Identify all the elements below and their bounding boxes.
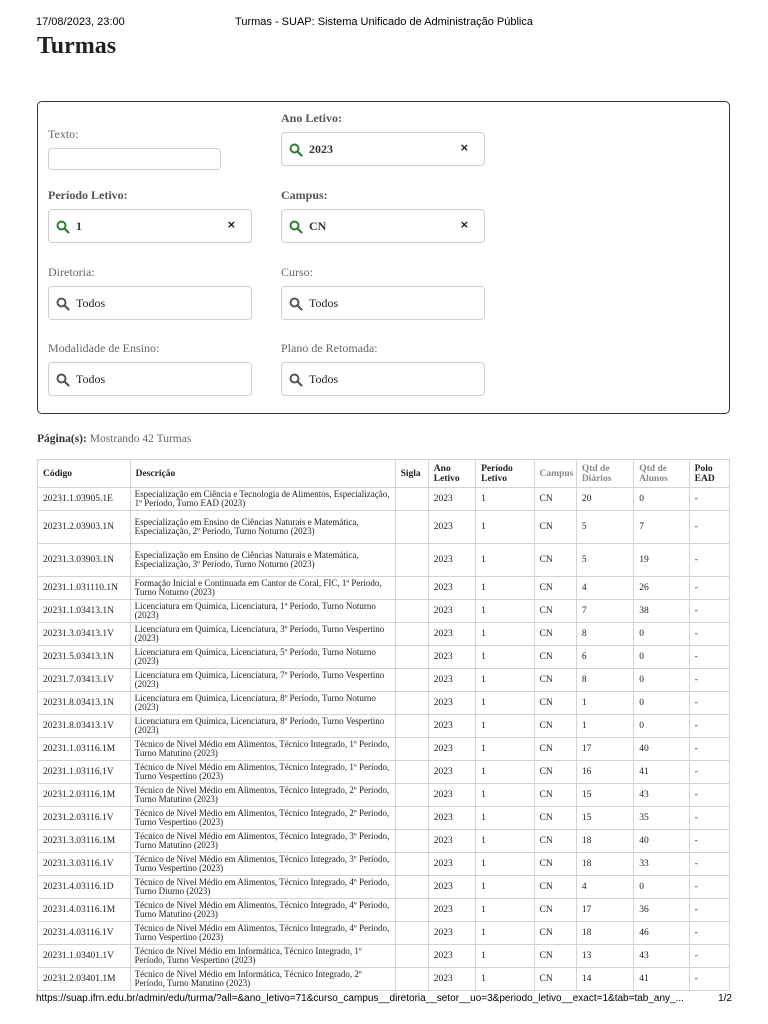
cell-qtd-diarios: 18	[576, 853, 633, 876]
cell-polo-ead: -	[689, 600, 729, 623]
cell-descricao: Técnico de Nível Médio em Informática, Técnico Integrado, 1º Período, Turno Vespertino (2023)	[130, 945, 395, 968]
cell-periodo-letivo: 1	[476, 761, 534, 784]
cell-sigla	[395, 488, 428, 511]
cell-polo-ead: -	[689, 692, 729, 715]
plano-retomada-value: Todos	[309, 372, 339, 386]
print-datetime: 17/08/2023, 23:00	[36, 16, 125, 28]
cell-polo-ead: -	[689, 807, 729, 830]
cell-periodo-letivo: 1	[476, 488, 534, 511]
cell-descricao: Licenciatura em Química, Licenciatura, 8º Período, Turno Vespertino (2023)	[130, 715, 395, 738]
cell-sigla	[395, 669, 428, 692]
cell-descricao: Técnico de Nível Médio em Alimentos, Técnico Integrado, 3º Período, Turno Vespertino (2023)	[130, 853, 395, 876]
cell-descricao: Técnico de Nível Médio em Alimentos, Técnico Integrado, 3º Período, Turno Matutino (2023)	[130, 830, 395, 853]
cell-qtd-alunos: 0	[634, 715, 689, 738]
cell-sigla	[395, 577, 428, 600]
table-header-row	[38, 460, 730, 488]
table-row	[38, 945, 730, 968]
cell-descricao: Licenciatura em Química, Licenciatura, 1º Período, Turno Noturno (2023)	[130, 600, 395, 623]
cell-codigo[interactable]: 20231.1.03413.1N	[38, 600, 131, 623]
col-header-qtd-diarios[interactable]: Qtd de Diários	[576, 460, 633, 488]
cell-ano-letivo: 2023	[428, 646, 475, 669]
cell-qtd-alunos: 41	[634, 761, 689, 784]
cell-polo-ead: -	[689, 784, 729, 807]
cell-campus: CN	[534, 692, 576, 715]
filter-panel	[37, 101, 730, 414]
cell-qtd-diarios: 7	[576, 600, 633, 623]
clear-periodo-letivo-icon[interactable]: ×	[226, 218, 236, 231]
table-row	[38, 968, 730, 991]
cell-qtd-alunos: 0	[634, 876, 689, 899]
cell-periodo-letivo: 1	[476, 544, 534, 577]
cell-qtd-diarios: 4	[576, 876, 633, 899]
cell-qtd-diarios: 5	[576, 511, 633, 544]
turmas-table	[37, 459, 730, 991]
cell-ano-letivo: 2023	[428, 600, 475, 623]
cell-polo-ead: -	[689, 945, 729, 968]
filter-ano-letivo-label: Ano Letivo:	[281, 111, 342, 125]
cell-periodo-letivo: 1	[476, 715, 534, 738]
table-row	[38, 807, 730, 830]
cell-qtd-alunos: 0	[634, 646, 689, 669]
cell-ano-letivo: 2023	[428, 511, 475, 544]
cell-qtd-diarios: 4	[576, 577, 633, 600]
filter-modalidade	[48, 340, 252, 396]
cell-codigo[interactable]: 20231.3.03903.1N	[38, 544, 131, 577]
cell-qtd-alunos: 43	[634, 945, 689, 968]
cell-qtd-alunos: 41	[634, 968, 689, 991]
cell-sigla	[395, 968, 428, 991]
cell-descricao: Licenciatura em Química, Licenciatura, 5º Período, Turno Noturno (2023)	[130, 646, 395, 669]
cell-qtd-alunos: 26	[634, 577, 689, 600]
filter-curso	[281, 264, 485, 320]
cell-sigla	[395, 544, 428, 577]
cell-campus: CN	[534, 715, 576, 738]
cell-qtd-alunos: 0	[634, 488, 689, 511]
cell-sigla	[395, 945, 428, 968]
col-header-sigla[interactable]: Sigla	[395, 460, 428, 488]
cell-codigo[interactable]: 20231.2.03401.1M	[38, 968, 131, 991]
cell-ano-letivo: 2023	[428, 784, 475, 807]
cell-codigo[interactable]: 20231.1.031110.1N	[38, 577, 131, 600]
cell-qtd-alunos: 40	[634, 830, 689, 853]
cell-descricao: Técnico de Nível Médio em Alimentos, Técnico Integrado, 4º Período, Turno Vespertino (2023)	[130, 922, 395, 945]
filter-curso-label: Curso:	[281, 265, 314, 279]
cell-polo-ead: -	[689, 922, 729, 945]
table-row	[38, 488, 730, 511]
cell-codigo[interactable]: 20231.8.03413.1V	[38, 715, 131, 738]
table-row	[38, 899, 730, 922]
cell-polo-ead: -	[689, 761, 729, 784]
cell-qtd-alunos: 19	[634, 544, 689, 577]
table-row	[38, 623, 730, 646]
cell-descricao: Técnico de Nível Médio em Alimentos, Técnico Integrado, 1º Período, Turno Matutino (2023)	[130, 738, 395, 761]
cell-campus: CN	[534, 876, 576, 899]
cell-campus: CN	[534, 669, 576, 692]
cell-qtd-diarios: 13	[576, 945, 633, 968]
cell-qtd-diarios: 14	[576, 968, 633, 991]
cell-codigo[interactable]: 20231.7.03413.1V	[38, 669, 131, 692]
cell-campus: CN	[534, 511, 576, 544]
cell-campus: CN	[534, 544, 576, 577]
cell-sigla	[395, 692, 428, 715]
table-row	[38, 646, 730, 669]
cell-codigo[interactable]: 20231.1.03116.1V	[38, 761, 131, 784]
page-number: 1/2	[718, 993, 732, 1004]
cell-campus: CN	[534, 899, 576, 922]
cell-descricao: Especialização em Ensino de Ciências Naturais e Matemática, Especialização, 3º Período, Turno Noturno (2023)	[130, 544, 395, 577]
search-icon	[56, 220, 70, 234]
cell-ano-letivo: 2023	[428, 738, 475, 761]
clear-ano-letivo-icon[interactable]: ×	[459, 141, 469, 154]
cell-ano-letivo: 2023	[428, 853, 475, 876]
cell-polo-ead: -	[689, 511, 729, 544]
cell-qtd-diarios: 8	[576, 623, 633, 646]
cell-polo-ead: -	[689, 488, 729, 511]
cell-ano-letivo: 2023	[428, 623, 475, 646]
col-header-ano-letivo[interactable]: Ano Letivo	[428, 460, 475, 488]
texto-input[interactable]	[48, 148, 221, 170]
filter-plano-retomada-label: Plano de Retomada:	[281, 341, 378, 355]
cell-codigo[interactable]: 20231.3.03116.1V	[38, 853, 131, 876]
cell-polo-ead: -	[689, 544, 729, 577]
ano-letivo-select[interactable]	[281, 132, 485, 166]
col-header-descricao[interactable]: Descrição	[130, 460, 395, 488]
cell-qtd-diarios: 17	[576, 899, 633, 922]
cell-campus: CN	[534, 577, 576, 600]
cell-campus: CN	[534, 968, 576, 991]
cell-periodo-letivo: 1	[476, 830, 534, 853]
campus-value: CN	[309, 219, 327, 233]
cell-periodo-letivo: 1	[476, 692, 534, 715]
cell-sigla	[395, 738, 428, 761]
cell-campus: CN	[534, 922, 576, 945]
cell-sigla	[395, 646, 428, 669]
cell-polo-ead: -	[689, 669, 729, 692]
cell-periodo-letivo: 1	[476, 922, 534, 945]
cell-polo-ead: -	[689, 876, 729, 899]
cell-sigla	[395, 511, 428, 544]
cell-campus: CN	[534, 853, 576, 876]
cell-campus: CN	[534, 623, 576, 646]
table-row	[38, 784, 730, 807]
cell-qtd-diarios: 16	[576, 761, 633, 784]
cell-ano-letivo: 2023	[428, 899, 475, 922]
cell-polo-ead: -	[689, 623, 729, 646]
cell-qtd-diarios: 15	[576, 784, 633, 807]
filter-diretoria	[48, 264, 252, 320]
cell-periodo-letivo: 1	[476, 623, 534, 646]
search-icon	[289, 297, 303, 311]
cell-ano-letivo: 2023	[428, 761, 475, 784]
cell-ano-letivo: 2023	[428, 945, 475, 968]
cell-periodo-letivo: 1	[476, 899, 534, 922]
modalidade-select[interactable]	[48, 362, 252, 396]
col-header-qtd-alunos[interactable]: Qtd de Alunos	[634, 460, 689, 488]
cell-codigo[interactable]: 20231.1.03401.1V	[38, 945, 131, 968]
cell-ano-letivo: 2023	[428, 922, 475, 945]
campus-select[interactable]	[281, 209, 485, 243]
cell-qtd-alunos: 36	[634, 899, 689, 922]
cell-polo-ead: -	[689, 577, 729, 600]
cell-descricao: Licenciatura em Química, Licenciatura, 7º Período, Turno Vespertino (2023)	[130, 669, 395, 692]
col-header-periodo-letivo[interactable]: Período Letivo	[476, 460, 534, 488]
cell-codigo[interactable]: 20231.4.03116.1V	[38, 922, 131, 945]
cell-periodo-letivo: 1	[476, 876, 534, 899]
cell-ano-letivo: 2023	[428, 807, 475, 830]
cell-periodo-letivo: 1	[476, 945, 534, 968]
diretoria-value: Todos	[76, 296, 106, 310]
table-row	[38, 876, 730, 899]
cell-descricao: Técnico de Nível Médio em Alimentos, Técnico Integrado, 4º Período, Turno Diurno (2023)	[130, 876, 395, 899]
cell-qtd-diarios: 20	[576, 488, 633, 511]
results-count: Mostrando 42 Turmas	[89, 433, 192, 445]
cell-campus: CN	[534, 830, 576, 853]
cell-codigo[interactable]: 20231.3.03413.1V	[38, 623, 131, 646]
col-header-polo-ead[interactable]: Polo EAD	[689, 460, 729, 488]
cell-ano-letivo: 2023	[428, 577, 475, 600]
filter-campus	[281, 187, 485, 243]
cell-ano-letivo: 2023	[428, 692, 475, 715]
cell-qtd-alunos: 0	[634, 669, 689, 692]
cell-campus: CN	[534, 600, 576, 623]
cell-sigla	[395, 899, 428, 922]
cell-sigla	[395, 922, 428, 945]
cell-qtd-alunos: 0	[634, 692, 689, 715]
cell-codigo[interactable]: 20231.1.03905.1E	[38, 488, 131, 511]
pagination-label: Página(s):	[37, 433, 87, 445]
cell-descricao: Técnico de Nível Médio em Alimentos, Técnico Integrado, 4º Período, Turno Matutino (2023)	[130, 899, 395, 922]
cell-polo-ead: -	[689, 646, 729, 669]
table-row	[38, 600, 730, 623]
print-header	[36, 16, 732, 30]
cell-polo-ead: -	[689, 738, 729, 761]
cell-qtd-alunos: 0	[634, 623, 689, 646]
cell-sigla	[395, 876, 428, 899]
cell-ano-letivo: 2023	[428, 669, 475, 692]
cell-qtd-diarios: 8	[576, 669, 633, 692]
search-icon	[56, 297, 70, 311]
table-row	[38, 715, 730, 738]
clear-campus-icon[interactable]: ×	[459, 218, 469, 231]
table-row	[38, 692, 730, 715]
cell-descricao: Formação Inicial e Continuada em Cantor de Coral, FIC, 1º Período, Turno Noturno (2023)	[130, 577, 395, 600]
filter-texto-label: Texto:	[48, 127, 79, 141]
cell-ano-letivo: 2023	[428, 544, 475, 577]
cell-periodo-letivo: 1	[476, 600, 534, 623]
cell-qtd-diarios: 6	[576, 646, 633, 669]
filter-campus-label: Campus:	[281, 188, 328, 202]
cell-ano-letivo: 2023	[428, 715, 475, 738]
cell-qtd-diarios: 18	[576, 830, 633, 853]
pagination-info	[37, 433, 191, 445]
cell-ano-letivo: 2023	[428, 488, 475, 511]
cell-sigla	[395, 807, 428, 830]
cell-qtd-alunos: 43	[634, 784, 689, 807]
print-page-title: Turmas - SUAP: Sistema Unificado de Administração Pública	[235, 16, 533, 28]
cell-codigo[interactable]: 20231.4.03116.1D	[38, 876, 131, 899]
filter-modalidade-label: Modalidade de Ensino:	[48, 341, 160, 355]
cell-periodo-letivo: 1	[476, 784, 534, 807]
cell-campus: CN	[534, 488, 576, 511]
cell-sigla	[395, 623, 428, 646]
cell-descricao: Licenciatura em Química, Licenciatura, 3º Período, Turno Vespertino (2023)	[130, 623, 395, 646]
cell-campus: CN	[534, 784, 576, 807]
cell-sigla	[395, 715, 428, 738]
cell-polo-ead: -	[689, 830, 729, 853]
cell-codigo[interactable]: 20231.1.03116.1M	[38, 738, 131, 761]
cell-codigo[interactable]: 20231.3.03116.1M	[38, 830, 131, 853]
cell-codigo[interactable]: 20231.2.03903.1N	[38, 511, 131, 544]
table-row	[38, 922, 730, 945]
cell-qtd-diarios: 15	[576, 807, 633, 830]
cell-descricao: Técnico de Nível Médio em Alimentos, Técnico Integrado, 1º Período, Turno Vespertino (2023)	[130, 761, 395, 784]
search-icon	[289, 220, 303, 234]
plano-retomada-select[interactable]	[281, 362, 485, 396]
cell-qtd-diarios: 5	[576, 544, 633, 577]
curso-select[interactable]	[281, 286, 485, 320]
cell-qtd-diarios: 18	[576, 922, 633, 945]
table-row	[38, 669, 730, 692]
modalidade-value: Todos	[76, 372, 106, 386]
filter-periodo-letivo	[48, 187, 252, 243]
cell-periodo-letivo: 1	[476, 807, 534, 830]
cell-periodo-letivo: 1	[476, 669, 534, 692]
cell-descricao: Licenciatura em Química, Licenciatura, 8º Período, Turno Noturno (2023)	[130, 692, 395, 715]
cell-campus: CN	[534, 761, 576, 784]
col-header-campus[interactable]: Campus	[534, 460, 576, 488]
table-row	[38, 761, 730, 784]
search-icon	[289, 143, 303, 157]
cell-codigo[interactable]: 20231.2.03116.1M	[38, 784, 131, 807]
search-icon	[56, 373, 70, 387]
periodo-letivo-select[interactable]	[48, 209, 252, 243]
page-title: Turmas	[37, 33, 117, 59]
cell-codigo[interactable]: 20231.8.03413.1N	[38, 692, 131, 715]
cell-codigo[interactable]: 20231.2.03116.1V	[38, 807, 131, 830]
cell-sigla	[395, 600, 428, 623]
cell-descricao: Técnico de Nível Médio em Informática, Técnico Integrado, 2º Período, Turno Matutino (2023)	[130, 968, 395, 991]
table-row	[38, 511, 730, 544]
table-row	[38, 544, 730, 577]
curso-value: Todos	[309, 296, 339, 310]
filter-texto	[48, 126, 252, 170]
cell-qtd-diarios: 17	[576, 738, 633, 761]
cell-sigla	[395, 853, 428, 876]
cell-periodo-letivo: 1	[476, 577, 534, 600]
cell-descricao: Especialização em Ensino de Ciências Naturais e Matemática, Especialização, 2º Período, Turno Noturno (2023)	[130, 511, 395, 544]
search-icon	[289, 373, 303, 387]
cell-ano-letivo: 2023	[428, 830, 475, 853]
cell-ano-letivo: 2023	[428, 876, 475, 899]
cell-ano-letivo: 2023	[428, 968, 475, 991]
periodo-letivo-value: 1	[76, 219, 82, 233]
cell-sigla	[395, 830, 428, 853]
cell-periodo-letivo: 1	[476, 968, 534, 991]
filter-periodo-letivo-label: Período Letivo:	[48, 188, 128, 202]
cell-campus: CN	[534, 646, 576, 669]
page-url: https://suap.ifrn.edu.br/admin/edu/turma/?all=&ano_letivo=71&curso_campus__diretoria__setor__uo=3&periodo_letivo__exact=1&tab=tab_any_...	[36, 993, 684, 1004]
cell-periodo-letivo: 1	[476, 646, 534, 669]
cell-periodo-letivo: 1	[476, 853, 534, 876]
cell-qtd-alunos: 33	[634, 853, 689, 876]
table-row	[38, 738, 730, 761]
cell-qtd-alunos: 40	[634, 738, 689, 761]
diretoria-select[interactable]	[48, 286, 252, 320]
cell-campus: CN	[534, 738, 576, 761]
cell-codigo[interactable]: 20231.4.03116.1M	[38, 899, 131, 922]
cell-qtd-alunos: 46	[634, 922, 689, 945]
table-row	[38, 830, 730, 853]
table-row	[38, 853, 730, 876]
cell-descricao: Especialização em Ciência e Tecnologia de Alimentos, Especialização, 1º Período, Turno EAD (2023)	[130, 488, 395, 511]
cell-qtd-alunos: 7	[634, 511, 689, 544]
filter-ano-letivo	[281, 110, 485, 166]
cell-descricao: Técnico de Nível Médio em Alimentos, Técnico Integrado, 2º Período, Turno Vespertino (2023)	[130, 807, 395, 830]
cell-sigla	[395, 761, 428, 784]
cell-polo-ead: -	[689, 899, 729, 922]
cell-campus: CN	[534, 945, 576, 968]
cell-periodo-letivo: 1	[476, 511, 534, 544]
cell-periodo-letivo: 1	[476, 738, 534, 761]
cell-sigla	[395, 784, 428, 807]
cell-qtd-diarios: 1	[576, 692, 633, 715]
col-header-codigo[interactable]: Código	[38, 460, 131, 488]
cell-codigo[interactable]: 20231.5.03413.1N	[38, 646, 131, 669]
table-row	[38, 577, 730, 600]
cell-campus: CN	[534, 807, 576, 830]
cell-descricao: Técnico de Nível Médio em Alimentos, Técnico Integrado, 2º Período, Turno Matutino (2023)	[130, 784, 395, 807]
cell-qtd-alunos: 35	[634, 807, 689, 830]
cell-qtd-diarios: 1	[576, 715, 633, 738]
ano-letivo-value: 2023	[309, 142, 333, 156]
cell-polo-ead: -	[689, 853, 729, 876]
filter-plano-retomada	[281, 340, 485, 396]
cell-polo-ead: -	[689, 715, 729, 738]
cell-qtd-alunos: 38	[634, 600, 689, 623]
filter-diretoria-label: Diretoria:	[48, 265, 95, 279]
cell-polo-ead: -	[689, 968, 729, 991]
